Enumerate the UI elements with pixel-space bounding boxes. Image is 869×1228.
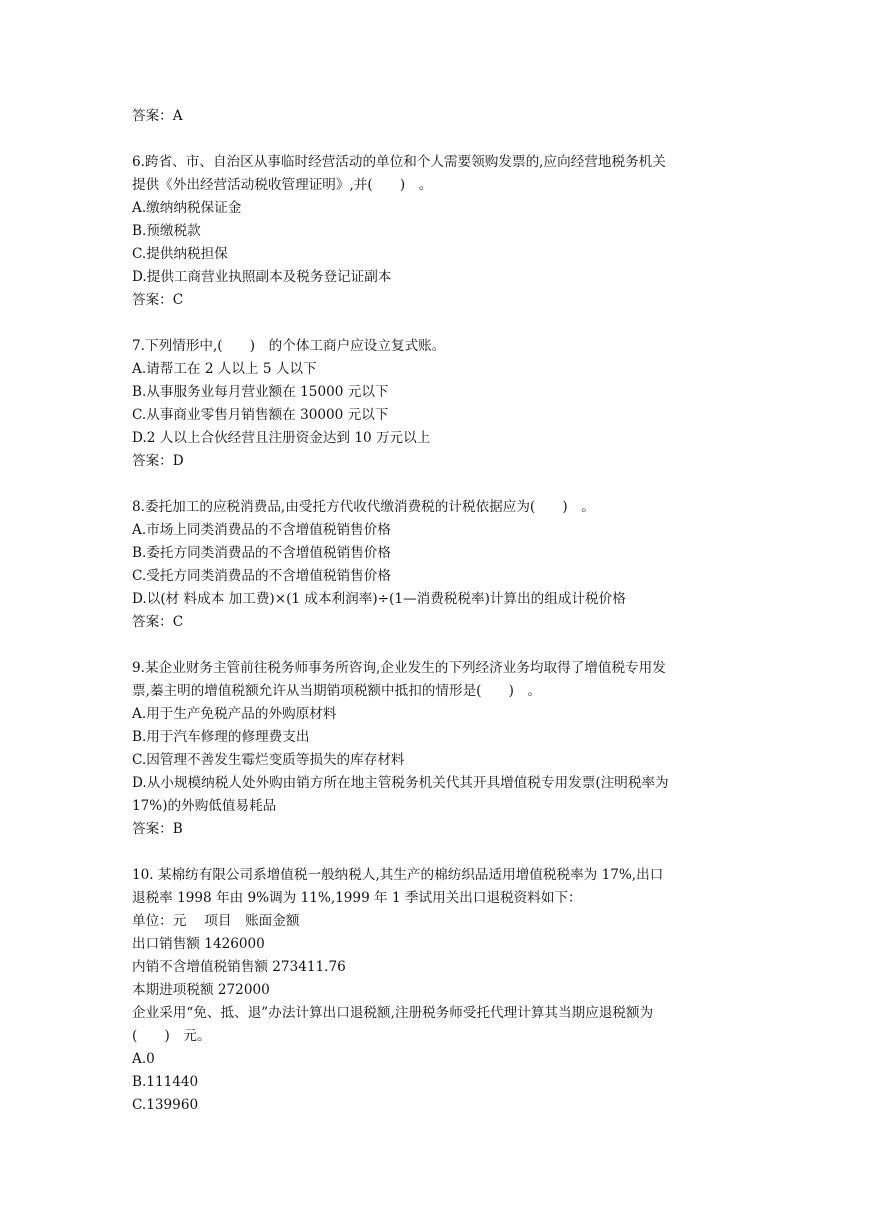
- document-page: [132, 105, 752, 1117]
- question-stem-line: 票,蓁主明的增值税额允许从当期销项税额中抵扣的情形是( ) 。: [132, 683, 542, 699]
- question-stem-line: 提供《外出经营活动税收管理证明》,并( ) 。: [132, 177, 433, 193]
- spacer: [132, 634, 752, 657]
- option-a: A.市场上同类消费品的不含增值税销售价格: [132, 522, 391, 538]
- question-stem-line: ( ) 元。: [132, 1028, 211, 1044]
- option-a: A.用于生产免税产品的外购原材料: [132, 706, 337, 722]
- option-c: C.提供纳税担保: [132, 246, 228, 262]
- option-a: A.请帮工在 2 人以上 5 人以下: [132, 361, 317, 377]
- spacer: [132, 841, 752, 864]
- option-c: C.因管理不善发生霉烂变质等损失的库存材料: [132, 752, 405, 768]
- question-stem-line: 7.下列情形中,( ) 的个体工商户应设立复式账。: [132, 338, 446, 354]
- option-b: B.从事服务业每月营业额在 15000 元以下: [132, 384, 389, 400]
- option-a: A.缴纳纳税保证金: [132, 200, 242, 216]
- data-header-line: 单位：元 项目 账面金额: [132, 913, 300, 929]
- option-b: B.111440: [132, 1074, 199, 1090]
- option-c: C.139960: [132, 1097, 199, 1113]
- option-c: C.从事商业零售月销售额在 30000 元以下: [132, 407, 389, 423]
- question-8: [132, 496, 752, 634]
- question-stem-line: 企业采用“免、抵、退”办法计算出口退税额,注册税务师受托代理计算其当期应退税额为: [132, 1005, 654, 1021]
- question-stem-line: 6.跨省、市、自治区从事临时经营活动的单位和个人需要领购发票的,应向经营地税务机关: [132, 154, 666, 170]
- data-line-domestic-sales: 内销不含增值税销售额 273411.76: [132, 959, 346, 975]
- option-b: B.委托方同类消费品的不含增值税销售价格: [132, 545, 391, 561]
- option-b: B.预缴税款: [132, 223, 201, 239]
- answer: 答案：B: [132, 821, 183, 837]
- question-stem-line: 退税率 1998 年由 9%调为 11%,1999 年 1 季试用关出口退税资料如下：: [132, 890, 582, 906]
- option-c: C.受托方同类消费品的不含增值税销售价格: [132, 568, 391, 584]
- spacer: [132, 312, 752, 335]
- question-9: [132, 657, 752, 841]
- answer: 答案：C: [132, 614, 184, 630]
- data-line-export-sales: 出口销售额 1426000: [132, 936, 265, 952]
- spacer: [132, 128, 752, 151]
- question-6: [132, 151, 752, 312]
- spacer: [132, 473, 752, 496]
- question-stem-line: 10. 某棉纺有限公司系增值税一般纳税人,其生产的棉纺织品适用增值税税率为 17%,出口: [132, 867, 664, 883]
- previous-answer: 答案：A: [132, 108, 183, 124]
- option-d: D.以(材 料成本 加工费)×(1 成本利润率)÷(1—消费税税率)计算出的组成计税价格: [132, 591, 626, 607]
- question-stem-line: 8.委托加工的应税消费品,由受托方代收代缴消费税的计税依据应为( ) 。: [132, 499, 595, 515]
- option-d-continued: 17%)的外购低值易耗品: [132, 798, 277, 814]
- option-d: D.2 人以上合伙经营且注册资金达到 10 万元以上: [132, 430, 431, 446]
- option-a: A.0: [132, 1051, 155, 1067]
- option-d: D.提供工商营业执照副本及税务登记证副本: [132, 269, 392, 285]
- question-7: [132, 335, 752, 473]
- question-10: [132, 864, 752, 1117]
- answer: 答案：D: [132, 453, 184, 469]
- option-d: D.从小规模纳税人处外购由销方所在地主管税务机关代其开具增值税专用发票(注明税率为: [132, 775, 669, 791]
- question-stem-line: 9.某企业财务主管前往税务师事务所咨询,企业发生的下列经济业务均取得了增值税专用发: [132, 660, 666, 676]
- answer: 答案：C: [132, 292, 184, 308]
- data-line-input-tax: 本期进项税额 272000: [132, 982, 270, 998]
- option-b: B.用于汽车修理的修理费支出: [132, 729, 310, 745]
